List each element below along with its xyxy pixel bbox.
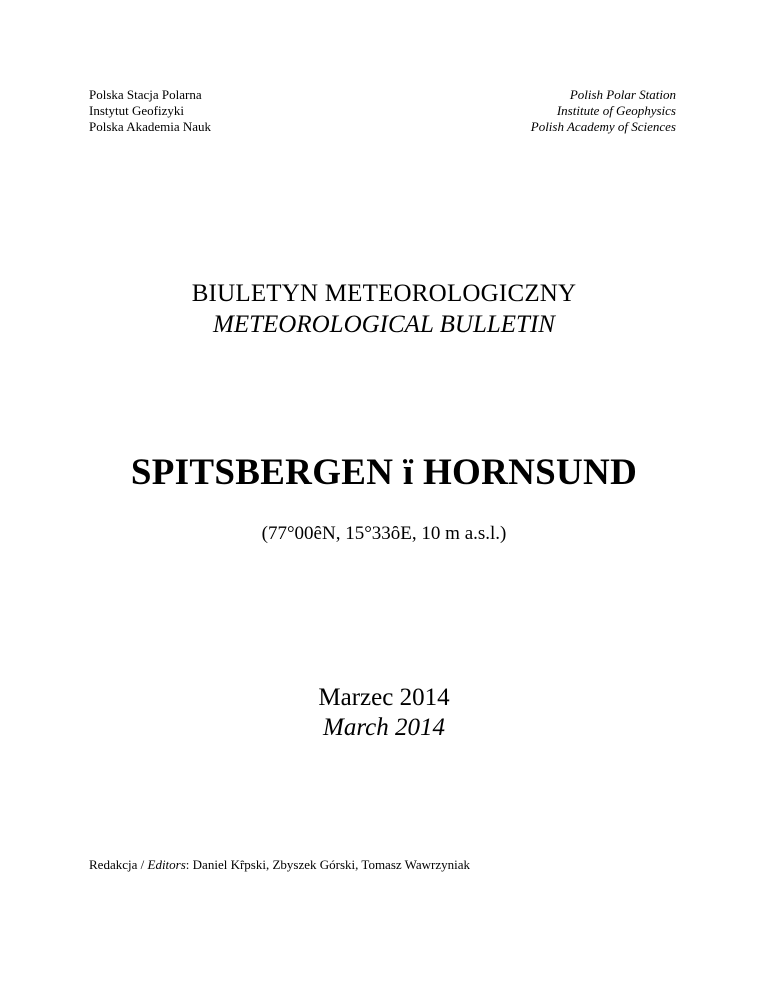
institution-english — [531, 87, 676, 135]
institution-polish-line-3: Polska Akademia Nauk — [89, 119, 212, 134]
institution-polish-line-2: Instytut Geofizyki — [89, 103, 184, 118]
editors-line — [89, 857, 470, 873]
editors-names: Daniel Kȓpski, Zbyszek Górski, Tomasz Wawrzyniak — [192, 857, 471, 872]
bulletin-title-polish: BIULETYN METEOROLOGICZNY — [191, 280, 577, 307]
institution-english-line-3: Polish Academy of Sciences — [530, 119, 676, 134]
institution-polish — [89, 87, 211, 135]
editors-separator: / — [137, 857, 148, 872]
editors-label-polish: Redakcja — [89, 857, 138, 872]
bulletin-title-english: METEOROLOGICAL BULLETIN — [213, 311, 555, 338]
institution-english-line-2: Institute of Geophysics — [556, 103, 676, 118]
institution-polish-line-1: Polska Stacja Polarna — [89, 87, 202, 102]
institution-english-line-1: Polish Polar Station — [569, 87, 676, 102]
editors-label-english: Editors — [147, 857, 186, 872]
period-english: March 2014 — [323, 714, 445, 741]
station-coordinates: (77°00ȇN, 15°33ȏE, 10 m a.s.l.) — [261, 523, 507, 544]
editors-colon: : — [185, 857, 193, 872]
station-name: SPITSBERGEN ï HORNSUND — [130, 452, 638, 493]
period-polish: Marzec 2014 — [318, 684, 450, 711]
